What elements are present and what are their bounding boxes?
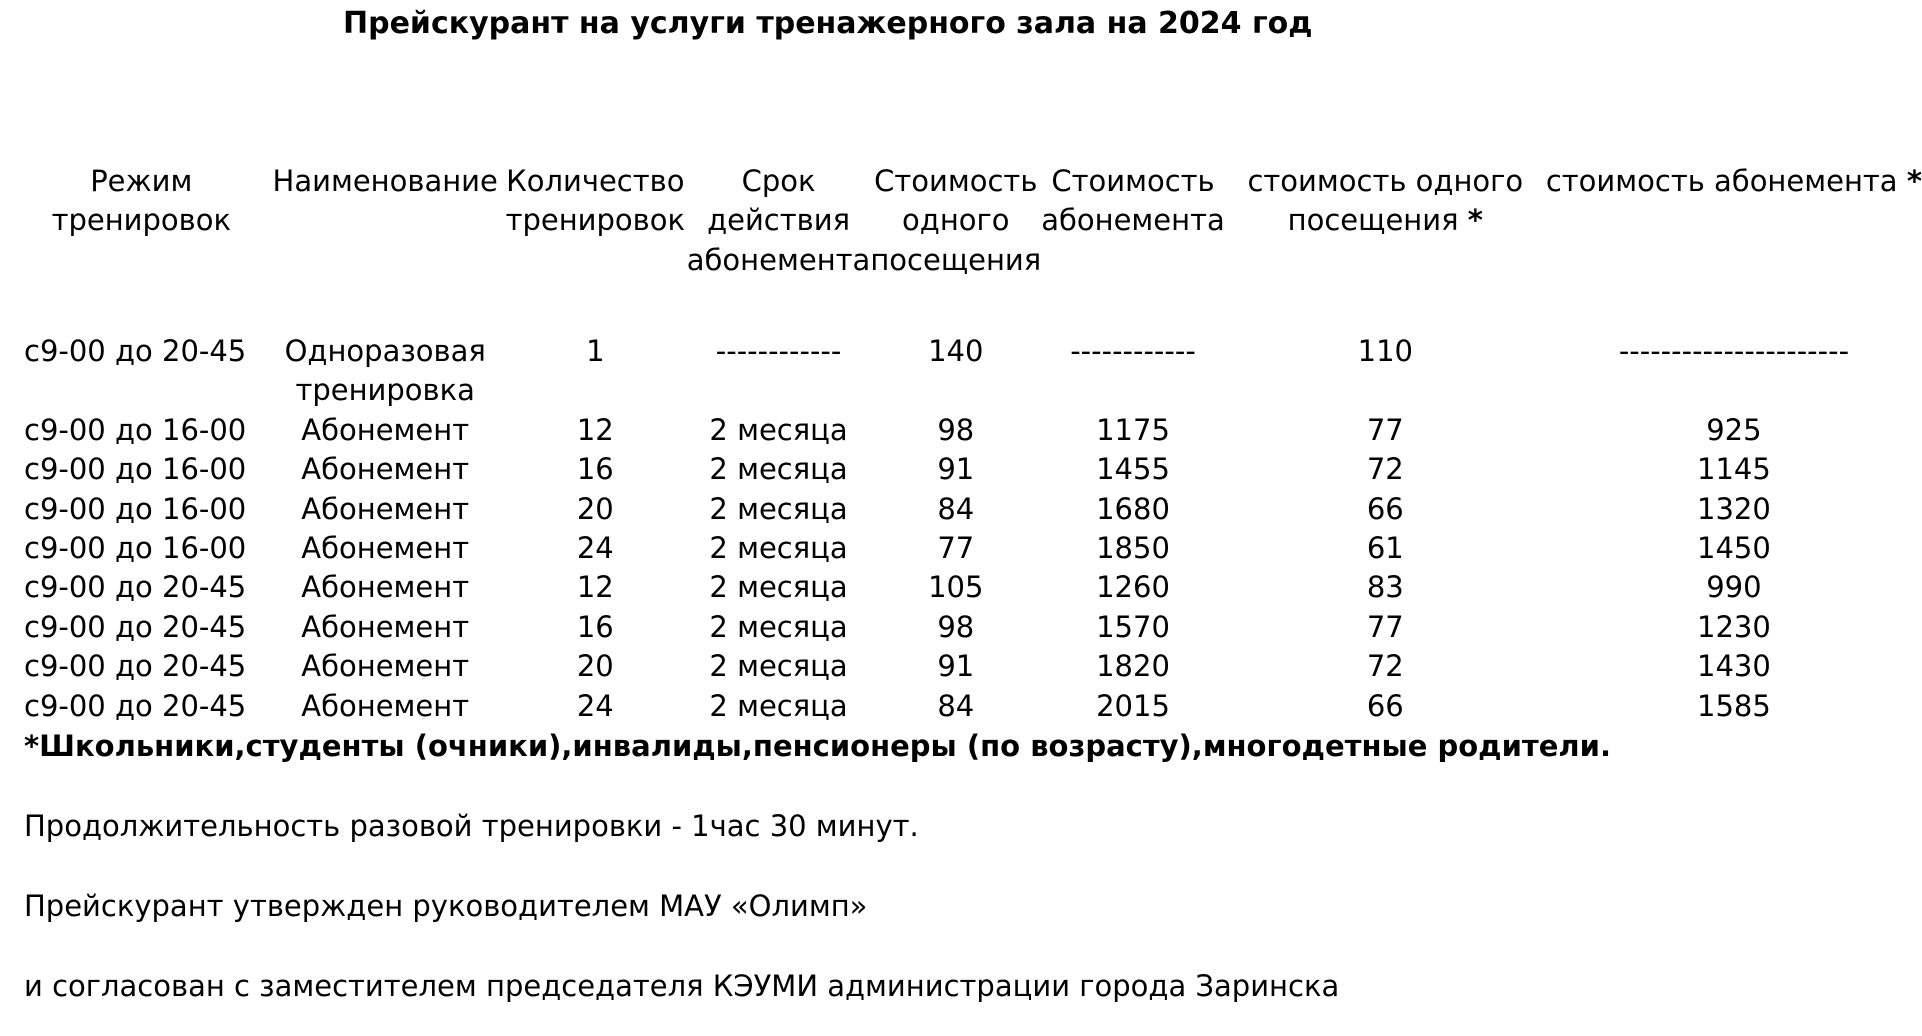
table-row — [16, 568, 1922, 607]
period-cell: 2 месяца — [709, 570, 848, 605]
discount-pass-price-cell: 1585 — [1697, 688, 1771, 723]
discount-pass-price-cell: 1430 — [1697, 649, 1771, 684]
mode-cell: с9-00 до 16-00 — [24, 491, 247, 526]
note-agreed: и согласован с заместителем председателя КЭУМИ администрации города Заринска — [24, 969, 1340, 1003]
note-duration: Продолжительность разовой тренировки - 1час 30 минут. — [24, 809, 919, 843]
visit-price-cell: 77 — [937, 531, 975, 566]
name-cell: Абонемент — [301, 609, 470, 644]
table-row — [16, 411, 1922, 450]
discount-pass-price-cell: 1450 — [1697, 531, 1771, 566]
name-cell: Абонемент — [301, 452, 470, 487]
visit-price-cell: 98 — [937, 412, 975, 447]
discount-pass-price-cell: 925 — [1706, 412, 1762, 447]
visit-price-cell: 84 — [937, 491, 975, 526]
discount-pass-price-cell: 990 — [1706, 570, 1762, 605]
note-approved: Прейскурант утвержден руководителем МАУ «Олимп» — [24, 889, 868, 923]
period-cell: 2 месяца — [709, 609, 848, 644]
mode-cell: с9-00 до 16-00 — [24, 531, 247, 566]
mode-cell: с9-00 до 20-45 — [24, 334, 247, 368]
pass-price-cell: 2015 — [1096, 688, 1170, 723]
discount-visit-price-cell: 77 — [1366, 412, 1404, 447]
header-training-count: Количество тренировок — [505, 164, 686, 238]
visit-price-cell: 98 — [937, 609, 975, 644]
pass-price-cell: 1455 — [1096, 452, 1170, 487]
name-cell: Абонемент — [301, 649, 470, 684]
mode-cell: с9-00 до 20-45 — [24, 609, 247, 644]
mode-cell: с9-00 до 16-00 — [24, 412, 247, 447]
discount-visit-price-cell: 61 — [1366, 531, 1404, 566]
table-body — [16, 332, 1922, 726]
footnote: *Школьники,студенты (очники),инвалиды,пенсионеры (по возрасту),многодетные родители. — [24, 729, 1611, 763]
header-discount-pass-price: стоимость абонемента * — [1545, 164, 1922, 198]
visit-price-cell: 91 — [937, 452, 975, 487]
header-name: Наименование — [272, 164, 498, 198]
discount-pass-price-cell: ---------------------- — [1618, 334, 1850, 368]
period-cell: 2 месяца — [709, 452, 848, 487]
table-row — [16, 332, 1922, 411]
pass-price-cell: 1260 — [1096, 570, 1170, 605]
mode-cell: с9-00 до 20-45 — [24, 649, 247, 684]
discount-visit-price-cell: 83 — [1366, 570, 1404, 605]
pass-price-cell: 1850 — [1096, 531, 1170, 566]
table-row — [16, 647, 1922, 686]
table-row — [16, 490, 1922, 529]
header-training-mode: Режим тренировок — [51, 164, 232, 238]
table-row — [16, 529, 1922, 568]
pass-price-cell: 1680 — [1096, 491, 1170, 526]
count-cell: 12 — [576, 570, 614, 605]
period-cell: 2 месяца — [709, 412, 848, 447]
discount-pass-price-cell: 1230 — [1697, 609, 1771, 644]
discount-pass-price-cell: 1145 — [1697, 452, 1771, 487]
discount-visit-price-cell: 77 — [1366, 609, 1404, 644]
discount-visit-price-cell: 110 — [1357, 334, 1413, 368]
visit-price-cell: 84 — [937, 688, 975, 723]
name-cell: Абонемент — [301, 531, 470, 566]
count-cell: 20 — [576, 649, 614, 684]
table-row — [16, 450, 1922, 489]
name-cell: Одноразовая тренировка — [284, 334, 486, 408]
visit-price-cell: 140 — [928, 334, 984, 368]
visit-price-cell: 105 — [928, 570, 984, 605]
header-pass-price: Стоимость абонемента — [1041, 164, 1225, 238]
period-cell: 2 месяца — [709, 491, 848, 526]
count-cell: 12 — [576, 412, 614, 447]
header-validity-period: Срок действия абонемента — [686, 164, 871, 277]
header-visit-price: Стоимость одного посещения — [870, 164, 1042, 277]
name-cell: Абонемент — [301, 570, 470, 605]
period-cell: ------------ — [715, 334, 842, 368]
period-cell: 2 месяца — [709, 649, 848, 684]
pass-price-cell: 1570 — [1096, 609, 1170, 644]
count-cell: 16 — [576, 452, 614, 487]
mode-cell: с9-00 до 16-00 — [24, 452, 247, 487]
discount-visit-price-cell: 72 — [1366, 452, 1404, 487]
table-row — [16, 687, 1922, 726]
period-cell: 2 месяца — [709, 688, 848, 723]
table-row — [16, 608, 1922, 647]
mode-cell: с9-00 до 20-45 — [24, 570, 247, 605]
name-cell: Абонемент — [301, 688, 470, 723]
name-cell: Абонемент — [301, 412, 470, 447]
count-cell: 20 — [576, 491, 614, 526]
discount-pass-price-cell: 1320 — [1697, 491, 1771, 526]
discount-visit-price-cell: 66 — [1366, 688, 1404, 723]
discount-visit-price-cell: 72 — [1366, 649, 1404, 684]
header-discount-visit-price: стоимость одного посещения * — [1247, 164, 1524, 238]
pass-price-cell: ------------ — [1070, 334, 1196, 368]
pass-price-cell: 1175 — [1096, 412, 1170, 447]
page-title: Прейскурант на услуги тренажерного зала на 2024 год — [343, 6, 1313, 41]
discount-visit-price-cell: 66 — [1366, 491, 1404, 526]
mode-cell: с9-00 до 20-45 — [24, 688, 247, 723]
table-header-row — [16, 162, 1922, 332]
visit-price-cell: 91 — [937, 649, 975, 684]
count-cell: 24 — [576, 688, 614, 723]
count-cell: 1 — [586, 334, 605, 368]
pass-price-cell: 1820 — [1096, 649, 1170, 684]
count-cell: 16 — [576, 609, 614, 644]
price-table — [16, 162, 1922, 726]
period-cell: 2 месяца — [709, 531, 848, 566]
name-cell: Абонемент — [301, 491, 470, 526]
count-cell: 24 — [576, 531, 614, 566]
